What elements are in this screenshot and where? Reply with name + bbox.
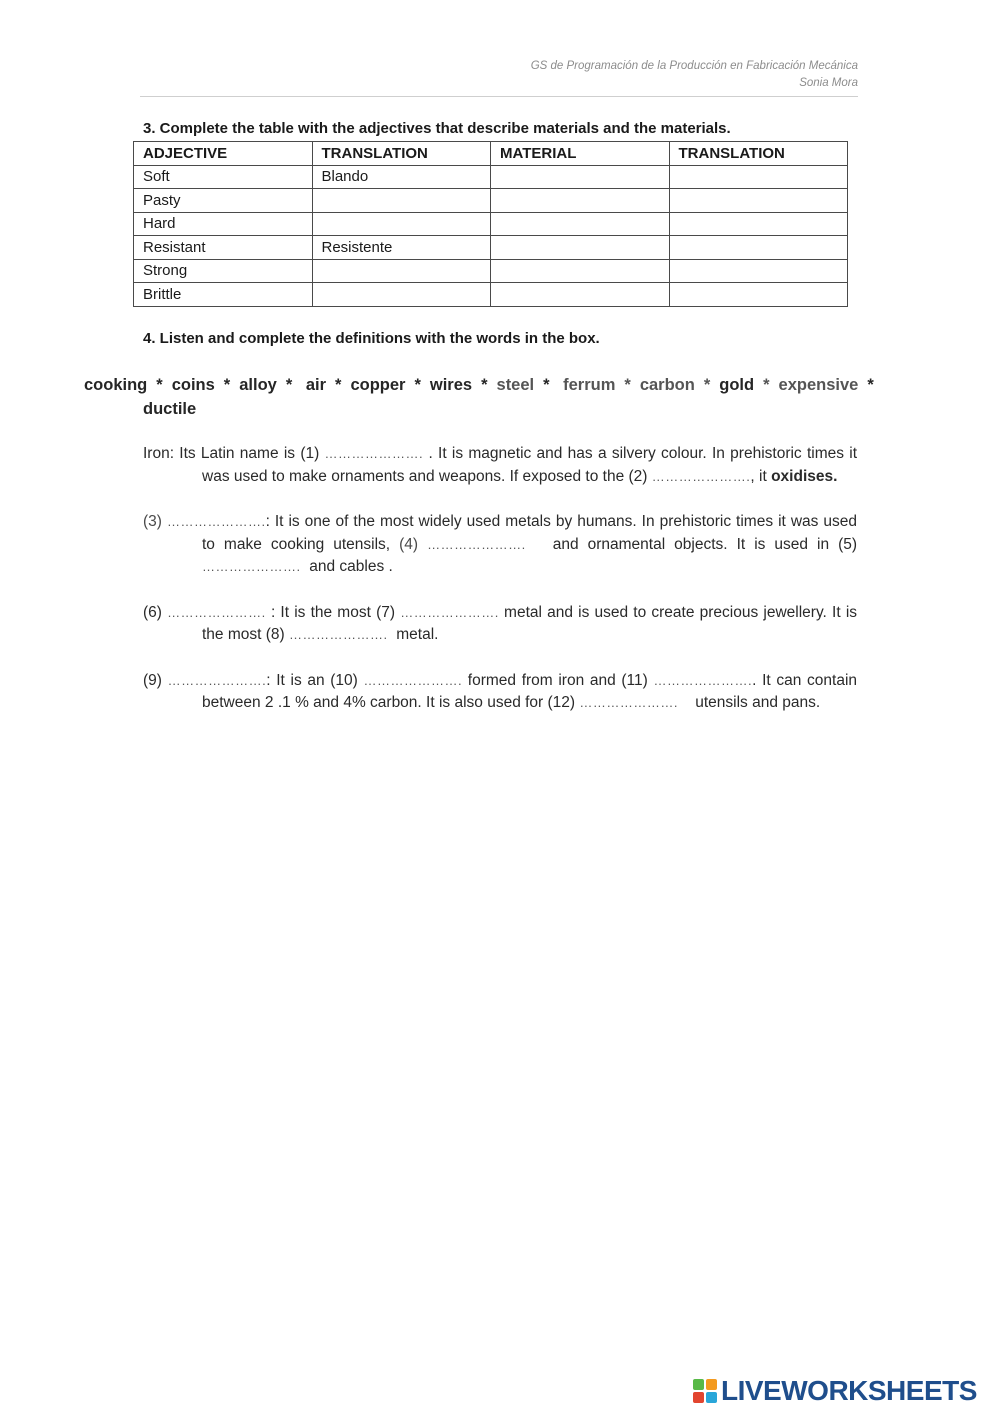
logo-mark-icon xyxy=(693,1379,717,1403)
word-item: expensive xyxy=(778,376,859,394)
word-item: coins xyxy=(171,376,215,394)
blank-8[interactable]: …………………. xyxy=(289,627,388,642)
table-row xyxy=(134,165,848,189)
column-header: TRANSLATION xyxy=(312,142,491,166)
definition-text: metal. xyxy=(396,626,439,643)
blank-6[interactable]: …………………. xyxy=(167,604,266,620)
table-row xyxy=(134,189,848,213)
adjective-cell: Soft xyxy=(134,165,313,189)
material-cell[interactable] xyxy=(491,283,670,307)
material-cell[interactable] xyxy=(491,189,670,213)
translation-cell[interactable] xyxy=(312,212,491,236)
material-translation-cell[interactable] xyxy=(669,189,848,213)
exercise-3-title: 3. Complete the table with the adjectives that describe materials and the materials. xyxy=(143,120,731,137)
definition-text: : It is one of the most widely used metals by humans. In prehistoric times it was used to make cooking utensils, xyxy=(202,513,857,553)
word-separator: * xyxy=(867,376,874,394)
word-item: cooking xyxy=(84,376,148,394)
translation-cell[interactable] xyxy=(312,189,491,213)
word-item: carbon xyxy=(639,376,695,394)
word-separator: * xyxy=(481,376,488,394)
word-item: air xyxy=(305,376,327,394)
definition-copper xyxy=(143,511,857,579)
definition-text: utensils and pans. xyxy=(695,694,821,711)
table-header-row xyxy=(134,142,848,166)
translation-cell[interactable]: Blando xyxy=(312,165,491,189)
definition-text: . It can contain between 2 .1 % and 4% carbon. It is also used for (12) xyxy=(202,671,858,711)
material-cell[interactable] xyxy=(491,259,670,283)
adjective-cell: Pasty xyxy=(134,189,313,213)
word-item: gold xyxy=(719,376,755,394)
header-author: Sonia Mora xyxy=(799,77,858,89)
word-separator: * xyxy=(156,376,163,394)
word-item: steel xyxy=(496,376,535,394)
material-translation-cell[interactable] xyxy=(669,212,848,236)
word-box xyxy=(84,373,906,421)
definition-text: formed from iron and (11) xyxy=(467,671,648,689)
blank-12[interactable]: …………………. xyxy=(579,695,679,710)
logo-text: LIVEWORKSHEETS xyxy=(721,1375,977,1406)
material-translation-cell[interactable] xyxy=(669,259,848,283)
definition-text: Iron: Its Latin name is (1) xyxy=(143,445,320,462)
column-header: TRANSLATION xyxy=(669,142,848,166)
word-item: ductile xyxy=(143,400,197,418)
material-cell[interactable] xyxy=(491,212,670,236)
blank-4[interactable]: …………………. xyxy=(427,536,526,552)
material-translation-cell[interactable] xyxy=(669,236,848,260)
adjective-cell: Brittle xyxy=(134,283,313,307)
word-separator: * xyxy=(414,376,421,394)
column-header: ADJECTIVE xyxy=(134,142,313,166)
logo-square xyxy=(706,1379,717,1390)
translation-cell[interactable]: Resistente xyxy=(312,236,491,260)
exercise-4-title: 4. Listen and complete the definitions with the words in the box. xyxy=(143,330,600,347)
material-cell[interactable] xyxy=(491,236,670,260)
word-item: ferrum xyxy=(563,376,616,394)
definition-text: : It is the most (7) xyxy=(270,603,396,621)
word-separator: * xyxy=(335,376,342,394)
liveworksheets-logo[interactable] xyxy=(693,1377,977,1405)
column-header: MATERIAL xyxy=(491,142,670,166)
definition-number: (3) xyxy=(143,513,162,530)
definition-iron xyxy=(143,443,857,488)
definitions xyxy=(143,443,857,738)
definition-steel xyxy=(143,670,857,715)
table-row xyxy=(134,259,848,283)
adjective-cell: Resistant xyxy=(134,236,313,260)
definition-text: metal and is used to create precious jewellery. It is the most (8) xyxy=(202,603,858,643)
table-row xyxy=(134,212,848,236)
definition-number: (6) xyxy=(143,603,162,621)
blank-2[interactable]: …………………. xyxy=(651,468,751,484)
definition-gold xyxy=(143,602,857,647)
logo-square xyxy=(693,1392,704,1403)
word-item: copper xyxy=(350,376,406,394)
word-item: alloy xyxy=(239,376,277,394)
definition-text: : It is an (10) xyxy=(266,671,358,689)
word-separator: * xyxy=(543,376,550,394)
material-translation-cell[interactable] xyxy=(669,165,848,189)
definition-text: . It is magnetic and has a silvery colour. In prehistoric times it was used to make ornaments and weapons. If exposed to the (2) xyxy=(202,445,857,485)
logo-square xyxy=(706,1392,717,1403)
table-row xyxy=(134,236,848,260)
material-translation-cell[interactable] xyxy=(669,283,848,307)
word-separator: * xyxy=(763,376,770,394)
logo-square xyxy=(693,1379,704,1390)
word-separator: * xyxy=(703,376,711,394)
blank-5[interactable]: …………………. xyxy=(202,559,301,574)
definition-text: , xyxy=(750,467,755,485)
adjective-cell: Strong xyxy=(134,259,313,283)
definition-text: and ornamental objects. It is used in (5) xyxy=(552,535,858,553)
definition-text: and cables . xyxy=(309,558,393,575)
blank-10[interactable]: …………………. xyxy=(363,672,463,688)
definition-number: (9) xyxy=(143,671,162,689)
blank-11[interactable]: …………………. xyxy=(653,672,753,688)
header-course: GS de Programación de la Producción en Fabricación Mecánica xyxy=(530,60,858,72)
definition-bold: oxidises. xyxy=(771,467,838,485)
definition-number: (4) xyxy=(399,535,419,553)
page-header xyxy=(140,58,858,97)
translation-cell[interactable] xyxy=(312,259,491,283)
translation-cell[interactable] xyxy=(312,283,491,307)
blank-3[interactable]: …………………. xyxy=(166,514,266,529)
word-item: wires xyxy=(429,376,473,394)
definition-text: it xyxy=(759,467,767,485)
blank-7[interactable]: …………………. xyxy=(400,604,499,620)
adjectives-table xyxy=(133,141,848,307)
material-cell[interactable] xyxy=(491,165,670,189)
blank-9[interactable]: …………………. xyxy=(167,672,267,688)
blank-1[interactable]: …………………. xyxy=(324,446,424,461)
table-row xyxy=(134,283,848,307)
word-separator: * xyxy=(624,376,631,394)
word-separator: * xyxy=(223,376,231,394)
word-separator: * xyxy=(285,376,293,394)
adjective-cell: Hard xyxy=(134,212,313,236)
